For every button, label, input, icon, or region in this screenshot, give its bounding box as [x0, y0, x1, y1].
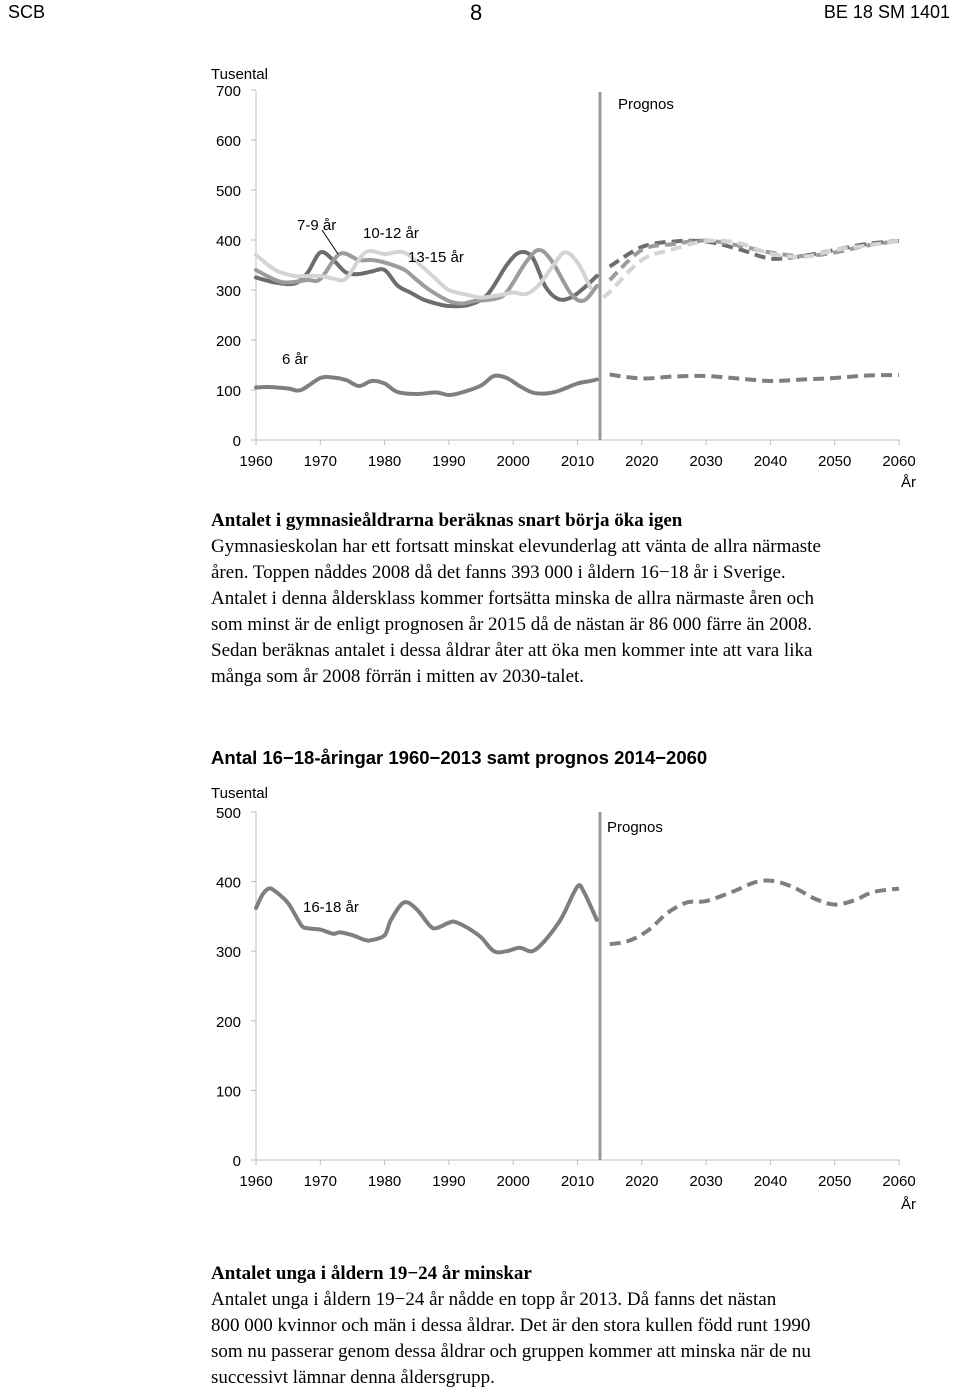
c1-ytick-label: 100	[215, 383, 241, 400]
section2-line: 800 000 kvinnor och män i dessa åldrar. Det är den stora kullen född runt 1990	[211, 1315, 811, 1336]
c1-series-6-r-prognos	[610, 375, 899, 382]
section2-line: successivt lämnar denna åldersgrupp.	[211, 1367, 495, 1388]
c1-ytick-label: 400	[215, 233, 241, 250]
c2-xtick-label: 1960	[239, 1173, 273, 1190]
c1-xtick-label: 2060	[882, 453, 916, 470]
chart1-xlabel: År	[901, 474, 916, 491]
chart2-label-16-18: 16-18 år	[303, 899, 359, 916]
chart1-prognos-label: Prognos	[618, 96, 674, 113]
c2-series-16-18-r-prognos	[610, 881, 899, 945]
chart1-label-10-12: 10-12 år	[363, 225, 419, 242]
c1-series-6-r-history	[256, 376, 597, 395]
section1-line: Antalet i denna åldersklass kommer fortsätta minska de allra närmaste åren och	[211, 588, 815, 609]
header-right: BE 18 SM 1401	[823, 2, 950, 22]
c2-xtick-label: 2030	[689, 1173, 723, 1190]
c1-xtick-label: 2040	[753, 453, 788, 470]
c1-xtick-label: 1980	[367, 453, 402, 470]
c1-ytick-label: 500	[215, 183, 241, 200]
c1-xtick-label: 2030	[689, 453, 723, 470]
section2-line: som nu passerar genom dessa åldrar och gruppen kommer att minska när de nu	[211, 1341, 811, 1362]
c2-ytick-label: 300	[215, 944, 241, 962]
chart1-ylabel: Tusental	[211, 66, 268, 83]
section1-line: som minst är de enligt prognosen år 2015 då de nästan är 86 000 färre än 2008.	[211, 614, 812, 635]
chart2-prognos-label: Prognos	[607, 819, 663, 836]
c1-xtick-label: 1960	[239, 453, 273, 470]
c2-xtick-label: 1970	[303, 1173, 337, 1190]
c1-xtick-label: 2050	[818, 453, 852, 470]
c1-ytick-label: 600	[215, 133, 241, 150]
c2-xtick-label: 2010	[560, 1173, 595, 1190]
c1-ytick-label: 0	[232, 433, 241, 450]
page-number: 8	[470, 0, 483, 25]
header-left: SCB	[8, 2, 46, 22]
c1-xtick-label: 2000	[496, 453, 530, 470]
chart2-ylabel: Tusental	[211, 785, 268, 802]
c2-xtick-label: 1980	[367, 1173, 402, 1190]
c2-series-16-18-r-history	[256, 885, 597, 952]
c2-xtick-label: 2040	[753, 1173, 788, 1190]
section2-text	[211, 1261, 951, 1391]
chart-16-18	[0, 780, 960, 1220]
c1-ytick-label: 200	[215, 333, 241, 350]
section1-line: åren. Toppen nåddes 2008 då det fanns 393 000 i åldern 16−18 år i Sverige.	[211, 562, 786, 583]
section1-line: Sedan beräknas antalet i dessa åldrar åter att öka men kommer inte att vara lika	[211, 640, 813, 661]
c1-ytick-label: 300	[215, 283, 241, 300]
c1-ytick-label: 700	[215, 83, 241, 100]
c1-xtick-label: 1970	[303, 453, 337, 470]
chart-age-groups	[0, 55, 960, 495]
c2-xtick-label: 2000	[496, 1173, 530, 1190]
c2-xtick-label: 2060	[882, 1173, 916, 1190]
c2-ytick-label: 100	[215, 1083, 241, 1101]
section2-heading: Antalet unga i åldern 19−24 år minskar	[211, 1263, 532, 1284]
c2-xtick-label: 2020	[625, 1173, 659, 1190]
section2-line: Antalet unga i åldern 19−24 år nådde en topp år 2013. Då fanns det nästan	[211, 1289, 777, 1310]
c1-xtick-label: 2010	[560, 453, 595, 470]
chart1-label-6: 6 år	[282, 351, 308, 368]
chart1-label-7-9: 7-9 år	[297, 217, 337, 234]
section1-line: många som år 2008 förrän i mitten av 2030-talet.	[211, 666, 585, 687]
c2-xtick-label: 1990	[432, 1173, 466, 1190]
c1-xtick-label: 1990	[432, 453, 466, 470]
c2-ytick-label: 0	[232, 1153, 241, 1170]
c2-ytick-label: 200	[215, 1013, 241, 1031]
chart2-title: Antal 16−18-åringar 1960−2013 samt prognos 2014−2060	[211, 747, 708, 768]
section1-line: Gymnasieskolan har ett fortsatt minskat elevunderlag att vänta de allra närmaste	[211, 536, 821, 557]
section1-text	[211, 508, 951, 690]
c2-ytick-label: 500	[215, 805, 241, 822]
c2-xtick-label: 2050	[818, 1173, 852, 1190]
c2-ytick-label: 400	[215, 874, 241, 892]
chart2-xlabel: År	[901, 1196, 916, 1213]
c1-xtick-label: 2020	[625, 453, 659, 470]
section1-heading: Antalet i gymnasieåldrarna beräknas snart börja öka igen	[211, 510, 683, 531]
chart1-label-13-15: 13-15 år	[408, 249, 464, 266]
